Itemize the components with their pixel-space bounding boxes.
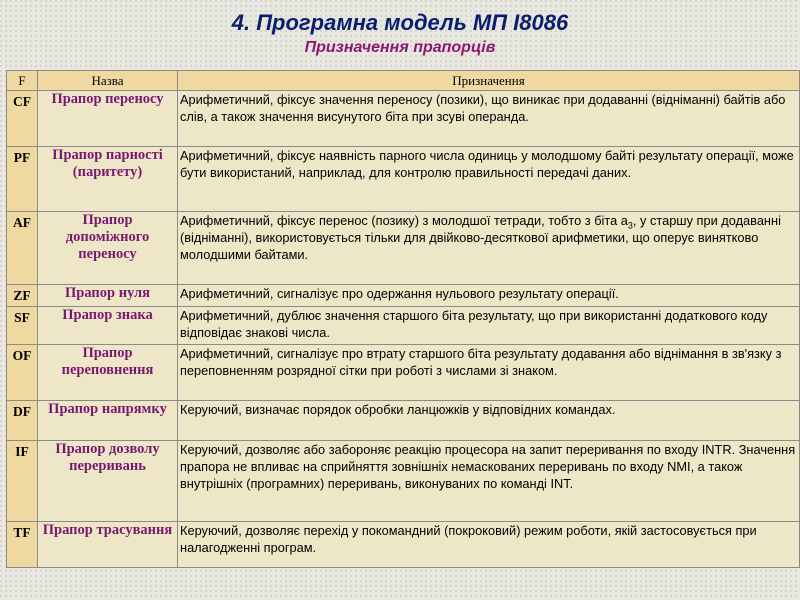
purpose-cell: Арифметичний, фіксує наявність парного числа одиниць у молодшому байті результату операції, може бути використаний, наприклад, для контролю правильності передачі даних. xyxy=(178,147,800,212)
purpose-cell xyxy=(178,212,800,285)
flag-cell: ZF xyxy=(7,285,38,307)
table-row xyxy=(7,285,800,307)
name-cell: Прапор знака xyxy=(38,307,178,345)
column-header-purpose: Призначення xyxy=(178,71,800,91)
purpose-text: , у старшу при додаванні (відніманні), використовується тільки для двійково-десяткової арифметики, що оперує винятково молодшими байтами. xyxy=(180,213,781,262)
flag-cell: PF xyxy=(7,147,38,212)
name-cell: Прапор дозволу переривань xyxy=(38,441,178,522)
table-row xyxy=(7,307,800,345)
name-cell: Прапор парності (паритету) xyxy=(38,147,178,212)
page-subtitle: Призначення прапорців xyxy=(304,39,496,56)
column-header-name: Назва xyxy=(38,71,178,91)
flag-cell: TF xyxy=(7,522,38,568)
table-row xyxy=(7,522,800,568)
table-header-row xyxy=(7,71,800,91)
purpose-cell: Арифметичний, сигналізує про одержання нульового результату операції. xyxy=(178,285,800,307)
name-cell: Прапор переповнення xyxy=(38,345,178,401)
purpose-cell: Керуючий, визначає порядок обробки ланцюжків у відповідних командах. xyxy=(178,401,800,441)
purpose-cell: Арифметичний, дублює значення старшого біта результату, що при використанні додаткового коду відповідає знакові числа. xyxy=(178,307,800,345)
page-title: 4. Програмна модель МП I8086 xyxy=(231,10,569,35)
name-cell: Прапор напрямку xyxy=(38,401,178,441)
table-row xyxy=(7,212,800,285)
flag-cell: CF xyxy=(7,91,38,147)
purpose-cell: Керуючий, дозволяє або забороняє реакцію процесора на запит переривання по входу INTR. Значення прапора не впливає на сприйняття зовнішніх немаскованих переривань по входу NMI, а також внутрішніх (програмних) переривань, виконуваних по команді INT. xyxy=(178,441,800,522)
purpose-cell: Керуючий, дозволяє перехід у покомандний (покроковий) режим роботи, якій застосовується при налагодженні програм. xyxy=(178,522,800,568)
flag-cell: SF xyxy=(7,307,38,345)
table-row xyxy=(7,147,800,212)
name-cell: Прапор трасування xyxy=(38,522,178,568)
name-cell: Прапор переносу xyxy=(38,91,178,147)
flags-table xyxy=(6,70,800,568)
table-row xyxy=(7,345,800,401)
flag-cell: OF xyxy=(7,345,38,401)
table-row xyxy=(7,441,800,522)
flag-cell: IF xyxy=(7,441,38,522)
flag-cell: DF xyxy=(7,401,38,441)
purpose-text: Арифметичний, фіксує перенос (позику) з молодшої тетради, тобто з біта а xyxy=(180,213,628,228)
subscript-index: 3 xyxy=(627,220,633,231)
table-row xyxy=(7,91,800,147)
purpose-cell: Арифметичний, фіксує значення переносу (позики), що виникає при додаванні (відніманні) байтів або слів, а також значення висунутого біта при зсуві операнда. xyxy=(178,91,800,147)
name-cell: Прапор нуля xyxy=(38,285,178,307)
flag-cell: AF xyxy=(7,212,38,285)
table-row xyxy=(7,401,800,441)
purpose-cell: Арифметичний, сигналізує про втрату старшого біта результату додавання або віднімання в зв'язку з переповненням розрядної сітки при роботі з числами зі знаком. xyxy=(178,345,800,401)
name-cell: Прапор допоміжного переносу xyxy=(38,212,178,285)
column-header-flag: F xyxy=(7,71,38,91)
